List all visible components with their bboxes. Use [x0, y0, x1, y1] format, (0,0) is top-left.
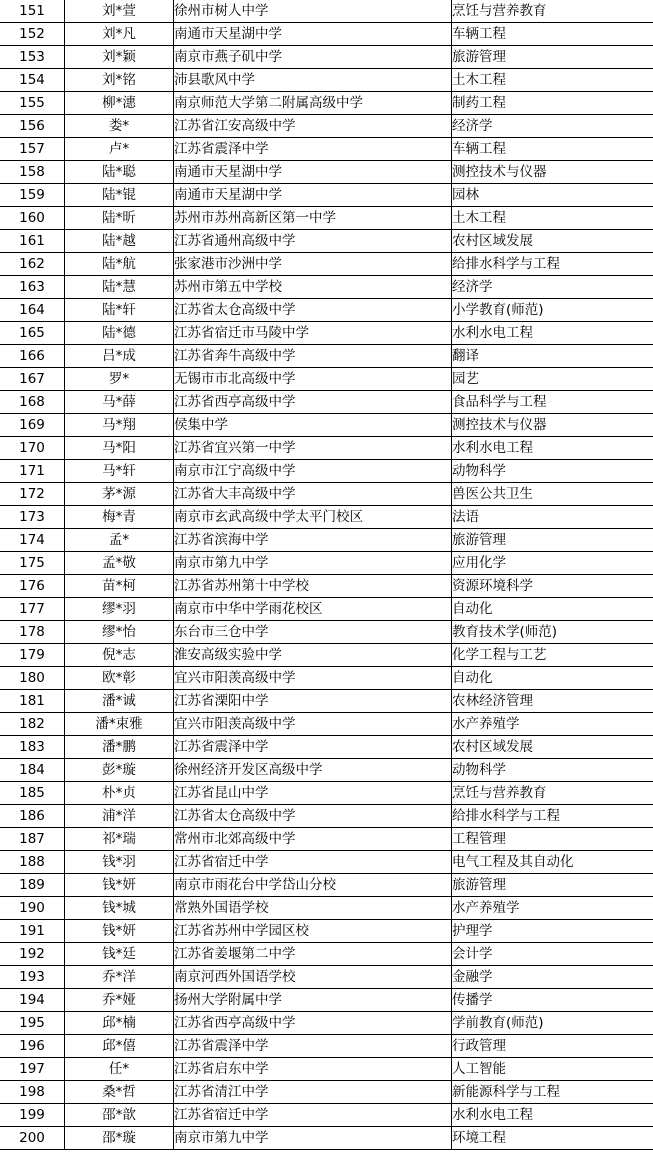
school-name-cell: 徐州市树人中学	[174, 0, 452, 23]
student-name-cell: 陆*慧	[65, 276, 174, 299]
row-number-cell: 167	[0, 368, 65, 391]
major-cell: 翻译	[452, 345, 653, 368]
table-row	[0, 644, 653, 667]
table-row	[0, 989, 653, 1012]
major-cell: 传播学	[452, 989, 653, 1012]
school-name-cell: 江苏省江安高级中学	[174, 115, 452, 138]
student-name-cell: 马*薛	[65, 391, 174, 414]
school-name-cell: 南通市天星湖中学	[174, 23, 452, 46]
school-name-cell: 苏州市第五中学校	[174, 276, 452, 299]
school-name-cell: 苏州市苏州高新区第一中学	[174, 207, 452, 230]
row-number-cell: 173	[0, 506, 65, 529]
row-number-cell: 188	[0, 851, 65, 874]
row-number-cell: 179	[0, 644, 65, 667]
school-name-cell: 无锡市市北高级中学	[174, 368, 452, 391]
student-name-cell: 马*阳	[65, 437, 174, 460]
major-cell: 应用化学	[452, 552, 653, 575]
major-cell: 农村区域发展	[452, 230, 653, 253]
school-name-cell: 江苏省大丰高级中学	[174, 483, 452, 506]
major-cell: 制药工程	[452, 92, 653, 115]
row-number-cell: 182	[0, 713, 65, 736]
table-row	[0, 805, 653, 828]
row-number-cell: 200	[0, 1127, 65, 1150]
major-cell: 人工智能	[452, 1058, 653, 1081]
school-name-cell: 南京市燕子矶中学	[174, 46, 452, 69]
school-name-cell: 江苏省震泽中学	[174, 736, 452, 759]
row-number-cell: 166	[0, 345, 65, 368]
major-cell: 动物科学	[452, 759, 653, 782]
major-cell: 农村区域发展	[452, 736, 653, 759]
table-row	[0, 1058, 653, 1081]
row-number-cell: 157	[0, 138, 65, 161]
major-cell: 车辆工程	[452, 23, 653, 46]
student-name-cell: 潘*鹏	[65, 736, 174, 759]
row-number-cell: 162	[0, 253, 65, 276]
student-name-cell: 钱*妍	[65, 920, 174, 943]
row-number-cell: 175	[0, 552, 65, 575]
table-row	[0, 322, 653, 345]
table-row	[0, 276, 653, 299]
row-number-cell: 192	[0, 943, 65, 966]
school-name-cell: 江苏省滨海中学	[174, 529, 452, 552]
major-cell: 行政管理	[452, 1035, 653, 1058]
student-name-cell: 罗*	[65, 368, 174, 391]
student-name-cell: 邱*僖	[65, 1035, 174, 1058]
school-name-cell: 扬州大学附属中学	[174, 989, 452, 1012]
school-name-cell: 宜兴市阳羡高级中学	[174, 713, 452, 736]
row-number-cell: 197	[0, 1058, 65, 1081]
row-number-cell: 185	[0, 782, 65, 805]
school-name-cell: 南京市雨花台中学岱山分校	[174, 874, 452, 897]
student-name-cell: 彭*璇	[65, 759, 174, 782]
major-cell: 经济学	[452, 276, 653, 299]
row-number-cell: 165	[0, 322, 65, 345]
student-name-cell: 潘*束雅	[65, 713, 174, 736]
school-name-cell: 徐州经济开发区高级中学	[174, 759, 452, 782]
school-name-cell: 南京河西外国语学校	[174, 966, 452, 989]
row-number-cell: 189	[0, 874, 65, 897]
row-number-cell: 184	[0, 759, 65, 782]
school-name-cell: 张家港市沙洲中学	[174, 253, 452, 276]
school-name-cell: 江苏省震泽中学	[174, 1035, 452, 1058]
table-row	[0, 391, 653, 414]
school-name-cell: 南京市中华中学雨花校区	[174, 598, 452, 621]
student-name-cell: 陆*航	[65, 253, 174, 276]
table-row	[0, 345, 653, 368]
row-number-cell: 159	[0, 184, 65, 207]
school-name-cell: 江苏省震泽中学	[174, 138, 452, 161]
table-row	[0, 23, 653, 46]
major-cell: 自动化	[452, 598, 653, 621]
student-name-cell: 乔*娅	[65, 989, 174, 1012]
major-cell: 自动化	[452, 667, 653, 690]
school-name-cell: 淮安高级实验中学	[174, 644, 452, 667]
row-number-cell: 190	[0, 897, 65, 920]
school-name-cell: 江苏省启东中学	[174, 1058, 452, 1081]
row-number-cell: 163	[0, 276, 65, 299]
table-row	[0, 690, 653, 713]
table-row	[0, 1127, 653, 1150]
school-name-cell: 江苏省宜兴第一中学	[174, 437, 452, 460]
student-name-cell: 钱*羽	[65, 851, 174, 874]
table-row	[0, 759, 653, 782]
major-cell: 金融学	[452, 966, 653, 989]
table-row	[0, 368, 653, 391]
row-number-cell: 152	[0, 23, 65, 46]
student-name-cell: 邵*璇	[65, 1127, 174, 1150]
table-row	[0, 207, 653, 230]
row-number-cell: 154	[0, 69, 65, 92]
major-cell: 给排水科学与工程	[452, 253, 653, 276]
major-cell: 法语	[452, 506, 653, 529]
table-row	[0, 874, 653, 897]
major-cell: 教育技术学(师范)	[452, 621, 653, 644]
school-name-cell: 江苏省宿迁中学	[174, 851, 452, 874]
table-row	[0, 1012, 653, 1035]
student-name-cell: 朴*贞	[65, 782, 174, 805]
row-number-cell: 194	[0, 989, 65, 1012]
major-cell: 电气工程及其自动化	[452, 851, 653, 874]
table-row	[0, 92, 653, 115]
table-row	[0, 69, 653, 92]
school-name-cell: 江苏省溧阳中学	[174, 690, 452, 713]
major-cell: 旅游管理	[452, 529, 653, 552]
table-row	[0, 437, 653, 460]
row-number-cell: 155	[0, 92, 65, 115]
student-name-cell: 孟*敬	[65, 552, 174, 575]
school-name-cell: 南京市江宁高级中学	[174, 460, 452, 483]
major-cell: 新能源科学与工程	[452, 1081, 653, 1104]
major-cell: 水产养殖学	[452, 713, 653, 736]
student-name-cell: 桑*哲	[65, 1081, 174, 1104]
table-row	[0, 552, 653, 575]
student-name-cell: 茅*源	[65, 483, 174, 506]
school-name-cell: 江苏省苏州中学园区校	[174, 920, 452, 943]
student-name-cell: 马*轩	[65, 460, 174, 483]
school-name-cell: 江苏省奔牛高级中学	[174, 345, 452, 368]
student-name-cell: 刘*萱	[65, 0, 174, 23]
student-name-cell: 钱*城	[65, 897, 174, 920]
row-number-cell: 174	[0, 529, 65, 552]
table-row	[0, 920, 653, 943]
school-name-cell: 江苏省西亭高级中学	[174, 391, 452, 414]
row-number-cell: 151	[0, 0, 65, 23]
school-name-cell: 江苏省通州高级中学	[174, 230, 452, 253]
student-name-cell: 浦*洋	[65, 805, 174, 828]
row-number-cell: 180	[0, 667, 65, 690]
school-name-cell: 江苏省苏州第十中学校	[174, 575, 452, 598]
student-name-cell: 刘*铭	[65, 69, 174, 92]
school-name-cell: 江苏省宿迁市马陵中学	[174, 322, 452, 345]
student-name-cell: 乔*洋	[65, 966, 174, 989]
table-row	[0, 529, 653, 552]
table-row	[0, 575, 653, 598]
row-number-cell: 187	[0, 828, 65, 851]
major-cell: 旅游管理	[452, 874, 653, 897]
major-cell: 烹饪与营养教育	[452, 0, 653, 23]
school-name-cell: 常州市北郊高级中学	[174, 828, 452, 851]
table-row	[0, 483, 653, 506]
school-name-cell: 常熟外国语学校	[174, 897, 452, 920]
table-row	[0, 667, 653, 690]
school-name-cell: 南京市第九中学	[174, 1127, 452, 1150]
table-row	[0, 943, 653, 966]
row-number-cell: 176	[0, 575, 65, 598]
student-name-cell: 倪*志	[65, 644, 174, 667]
table-row	[0, 115, 653, 138]
student-name-cell: 陆*锟	[65, 184, 174, 207]
major-cell: 园艺	[452, 368, 653, 391]
table-row	[0, 782, 653, 805]
table-row	[0, 713, 653, 736]
student-name-cell: 任*	[65, 1058, 174, 1081]
row-number-cell: 181	[0, 690, 65, 713]
row-number-cell: 169	[0, 414, 65, 437]
student-name-cell: 刘*颖	[65, 46, 174, 69]
row-number-cell: 198	[0, 1081, 65, 1104]
major-cell: 土木工程	[452, 207, 653, 230]
student-name-cell: 陆*越	[65, 230, 174, 253]
student-name-cell: 刘*凡	[65, 23, 174, 46]
table-row	[0, 0, 653, 23]
school-name-cell: 江苏省姜堰第二中学	[174, 943, 452, 966]
table-row	[0, 1104, 653, 1127]
student-name-cell: 卢*	[65, 138, 174, 161]
student-name-cell: 邱*楠	[65, 1012, 174, 1035]
row-number-cell: 171	[0, 460, 65, 483]
major-cell: 食品科学与工程	[452, 391, 653, 414]
school-name-cell: 南通市天星湖中学	[174, 184, 452, 207]
row-number-cell: 183	[0, 736, 65, 759]
major-cell: 会计学	[452, 943, 653, 966]
school-name-cell: 侯集中学	[174, 414, 452, 437]
student-name-cell: 吕*成	[65, 345, 174, 368]
row-number-cell: 191	[0, 920, 65, 943]
table-row	[0, 897, 653, 920]
major-cell: 环境工程	[452, 1127, 653, 1150]
major-cell: 护理学	[452, 920, 653, 943]
student-name-cell: 陆*轩	[65, 299, 174, 322]
major-cell: 小学教育(师范)	[452, 299, 653, 322]
student-name-cell: 陆*聪	[65, 161, 174, 184]
table-row	[0, 184, 653, 207]
major-cell: 动物科学	[452, 460, 653, 483]
student-name-cell: 苗*柯	[65, 575, 174, 598]
table-row	[0, 1081, 653, 1104]
table-row	[0, 230, 653, 253]
major-cell: 旅游管理	[452, 46, 653, 69]
row-number-cell: 193	[0, 966, 65, 989]
student-name-cell: 梅*青	[65, 506, 174, 529]
row-number-cell: 178	[0, 621, 65, 644]
school-name-cell: 宜兴市阳羡高级中学	[174, 667, 452, 690]
row-number-cell: 158	[0, 161, 65, 184]
student-name-cell: 柳*潓	[65, 92, 174, 115]
school-name-cell: 南通市天星湖中学	[174, 161, 452, 184]
table-row	[0, 828, 653, 851]
row-number-cell: 170	[0, 437, 65, 460]
table-row	[0, 299, 653, 322]
major-cell: 测控技术与仪器	[452, 414, 653, 437]
school-name-cell: 南京师范大学第二附属高级中学	[174, 92, 452, 115]
row-number-cell: 195	[0, 1012, 65, 1035]
table-row	[0, 414, 653, 437]
school-name-cell: 江苏省太仓高级中学	[174, 299, 452, 322]
major-cell: 车辆工程	[452, 138, 653, 161]
row-number-cell: 177	[0, 598, 65, 621]
school-name-cell: 江苏省西亭高级中学	[174, 1012, 452, 1035]
table-row	[0, 138, 653, 161]
major-cell: 水利水电工程	[452, 437, 653, 460]
table-row	[0, 851, 653, 874]
major-cell: 兽医公共卫生	[452, 483, 653, 506]
major-cell: 测控技术与仪器	[452, 161, 653, 184]
major-cell: 水利水电工程	[452, 1104, 653, 1127]
student-name-cell: 娄*	[65, 115, 174, 138]
table-row	[0, 1035, 653, 1058]
major-cell: 土木工程	[452, 69, 653, 92]
major-cell: 资源环境科学	[452, 575, 653, 598]
student-name-cell: 孟*	[65, 529, 174, 552]
major-cell: 园林	[452, 184, 653, 207]
row-number-cell: 161	[0, 230, 65, 253]
table-row	[0, 460, 653, 483]
table-row	[0, 46, 653, 69]
school-name-cell: 沛县歌风中学	[174, 69, 452, 92]
student-name-cell: 陆*德	[65, 322, 174, 345]
school-name-cell: 江苏省昆山中学	[174, 782, 452, 805]
student-name-cell: 钱*妍	[65, 874, 174, 897]
student-name-cell: 陆*昕	[65, 207, 174, 230]
major-cell: 给排水科学与工程	[452, 805, 653, 828]
row-number-cell: 168	[0, 391, 65, 414]
row-number-cell: 153	[0, 46, 65, 69]
school-name-cell: 江苏省太仓高级中学	[174, 805, 452, 828]
major-cell: 工程管理	[452, 828, 653, 851]
row-number-cell: 164	[0, 299, 65, 322]
table-row	[0, 506, 653, 529]
table-row	[0, 598, 653, 621]
student-name-cell: 邵*歆	[65, 1104, 174, 1127]
table-row	[0, 736, 653, 759]
major-cell: 烹饪与营养教育	[452, 782, 653, 805]
table-row	[0, 161, 653, 184]
school-name-cell: 江苏省清江中学	[174, 1081, 452, 1104]
student-name-cell: 钱*廷	[65, 943, 174, 966]
table-row	[0, 621, 653, 644]
major-cell: 学前教育(师范)	[452, 1012, 653, 1035]
row-number-cell: 196	[0, 1035, 65, 1058]
major-cell: 农林经济管理	[452, 690, 653, 713]
table-row	[0, 966, 653, 989]
major-cell: 经济学	[452, 115, 653, 138]
row-number-cell: 156	[0, 115, 65, 138]
table-row	[0, 253, 653, 276]
major-cell: 水产养殖学	[452, 897, 653, 920]
school-name-cell: 东台市三仓中学	[174, 621, 452, 644]
student-name-cell: 祁*瑞	[65, 828, 174, 851]
row-number-cell: 186	[0, 805, 65, 828]
row-number-cell: 160	[0, 207, 65, 230]
row-number-cell: 172	[0, 483, 65, 506]
major-cell: 水利水电工程	[452, 322, 653, 345]
school-name-cell: 南京市第九中学	[174, 552, 452, 575]
student-name-cell: 欧*彰	[65, 667, 174, 690]
major-cell: 化学工程与工艺	[452, 644, 653, 667]
student-name-cell: 马*翔	[65, 414, 174, 437]
school-name-cell: 南京市玄武高级中学太平门校区	[174, 506, 452, 529]
student-name-cell: 缪*羽	[65, 598, 174, 621]
school-name-cell: 江苏省宿迁中学	[174, 1104, 452, 1127]
student-name-cell: 潘*诚	[65, 690, 174, 713]
student-name-cell: 缪*怡	[65, 621, 174, 644]
row-number-cell: 199	[0, 1104, 65, 1127]
